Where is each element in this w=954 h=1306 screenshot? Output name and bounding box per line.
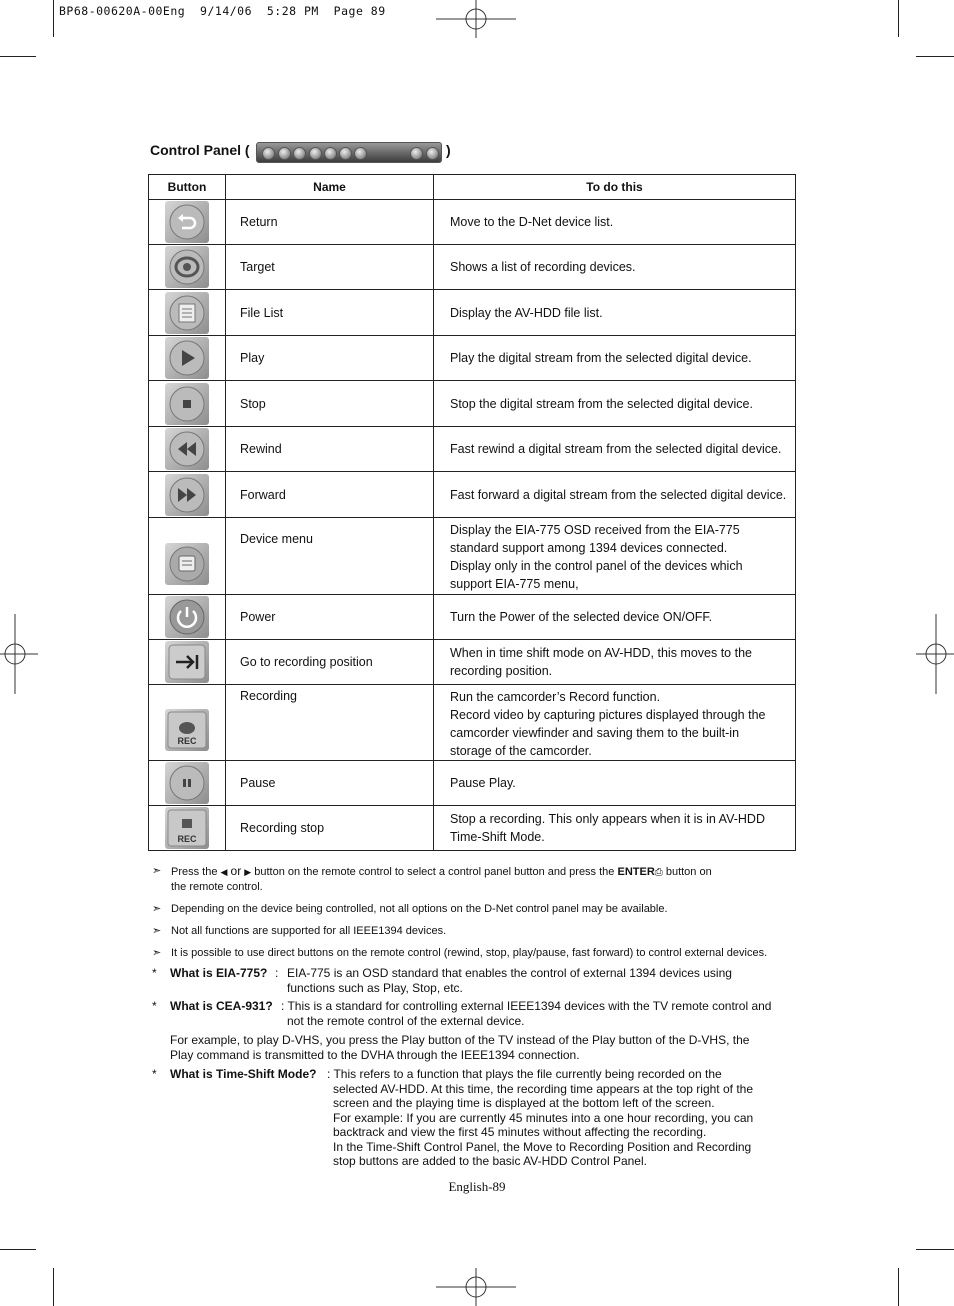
column-header-to-do-this: To do this — [434, 175, 796, 200]
stop-icon — [324, 147, 337, 160]
control-panel-title: Control Panel ( — [150, 142, 250, 158]
table-row — [149, 290, 796, 336]
play-icon — [309, 147, 322, 160]
print-slug: BP68-00620A-00Eng 9/14/06 5:28 PM Page 89 — [59, 4, 386, 18]
stop-icon — [165, 383, 209, 425]
column-header-name: Name — [226, 175, 434, 200]
definition-eia-775: * What is EIA-775? : EIA-775 is an OSD standard that enables the control of external 1394 devices using functions such as Play, Stop, etc. — [152, 966, 732, 995]
rewind-icon — [165, 428, 209, 470]
crop-mark — [898, 1268, 899, 1306]
power-icon — [426, 147, 439, 160]
row-name: Recording stop — [226, 806, 434, 851]
notes — [152, 864, 812, 968]
table-row — [149, 595, 796, 640]
forward-icon — [354, 147, 367, 160]
table-row — [149, 685, 796, 761]
table-row — [149, 472, 796, 518]
table-row — [149, 640, 796, 685]
crop-mark — [0, 1249, 36, 1250]
crop-mark — [916, 56, 954, 57]
registration-mark-bottom — [436, 1266, 516, 1306]
row-description: Turn the Power of the selected device ON/OFF. — [434, 595, 796, 640]
control-panel-table — [148, 174, 796, 851]
row-name: Return — [226, 200, 434, 245]
definitions — [152, 966, 812, 1169]
target-icon — [278, 147, 291, 160]
note-item: ➣ Press the ◀ or ▶ button on the remote control to select a control panel button and press the ENTER⎙ button on the remote control. — [152, 864, 712, 893]
pause-icon — [165, 762, 209, 804]
power-icon — [165, 596, 209, 638]
crop-mark — [53, 0, 54, 37]
row-description: When in time shift mode on AV-HDD, this moves to the recording position. — [434, 640, 796, 685]
right-arrow-icon: ▶ — [244, 867, 252, 877]
note-item: ➣ Not all functions are supported for all IEEE1394 devices. — [152, 925, 447, 937]
table-row — [149, 336, 796, 381]
note-item: ➣ Depending on the device being controlled, not all options on the D-Net control panel may be available. — [152, 903, 668, 915]
crop-mark — [53, 1268, 54, 1306]
row-description: Play the digital stream from the selected digital device. — [434, 336, 796, 381]
recording-icon — [165, 709, 209, 751]
definition-example: For example, to play D-VHS, you press the Play button of the TV instead of the Play button of the D-VHS, the Play command is transmitted to the DVHA through the IEEE1394 connection. — [170, 1033, 750, 1062]
table-header-row — [149, 175, 796, 200]
row-description: Shows a list of recording devices. — [434, 245, 796, 290]
recording-icon-label: REC — [177, 735, 197, 746]
recording-stop-icon — [165, 807, 209, 849]
column-header-button: Button — [149, 175, 226, 200]
row-description: Pause Play. — [434, 761, 796, 806]
device-menu-icon — [165, 543, 209, 585]
registration-mark-right — [914, 614, 954, 694]
table-row — [149, 200, 796, 245]
row-description: Stop a recording. This only appears when it is in AV-HDD Time-Shift Mode. — [434, 806, 796, 851]
row-name: Go to recording position — [226, 640, 434, 685]
row-name: Recording — [226, 685, 434, 761]
registration-mark-left — [0, 614, 40, 694]
arrow-bullet-icon: ➣ — [152, 865, 162, 877]
row-name: Device menu — [226, 518, 434, 595]
row-name: Stop — [226, 381, 434, 427]
device-menu-icon — [410, 147, 423, 160]
table-row — [149, 245, 796, 290]
return-icon — [165, 201, 209, 243]
table-row — [149, 427, 796, 472]
table-row — [149, 806, 796, 851]
go-to-recording-position-icon — [165, 641, 209, 683]
note-item: ➣ It is possible to use direct buttons on the remote control (rewind, stop, play/pause, fast forward) to control external devices. — [152, 947, 768, 959]
row-name: Pause — [226, 761, 434, 806]
row-description: Fast rewind a digital stream from the selected digital device. — [434, 427, 796, 472]
crop-mark — [916, 1249, 954, 1250]
left-arrow-icon: ◀ — [220, 867, 228, 877]
table-row — [149, 761, 796, 806]
row-description: Stop the digital stream from the selected digital device. — [434, 381, 796, 427]
play-icon — [165, 337, 209, 379]
row-description: Display the EIA-775 OSD received from the EIA-775 standard support among 1394 devices connected. Display only in the control panel of the devices which support EIA-775 menu, — [434, 518, 796, 595]
file-list-icon — [293, 147, 306, 160]
row-name: Power — [226, 595, 434, 640]
forward-icon — [165, 474, 209, 516]
row-name: Forward — [226, 472, 434, 518]
control-panel-bar-image — [256, 142, 442, 163]
table-row — [149, 381, 796, 427]
page-number: English-89 — [448, 1179, 506, 1194]
row-description: Display the AV-HDD file list. — [434, 290, 796, 336]
row-name: Rewind — [226, 427, 434, 472]
row-name: Play — [226, 336, 434, 381]
crop-mark — [898, 0, 899, 37]
row-description: Fast forward a digital stream from the selected digital device. — [434, 472, 796, 518]
file-list-icon — [165, 292, 209, 334]
registration-mark-top — [436, 0, 516, 40]
row-description: Run the camcorder’s Record function. Record video by capturing pictures displayed through the camcorder viewfinder and saving them to the built-in storage of the camcorder. — [434, 685, 796, 761]
table-row — [149, 518, 796, 595]
return-icon — [262, 147, 275, 160]
target-icon — [165, 246, 209, 288]
arrow-bullet-icon: ➣ — [152, 925, 162, 937]
definition-time-shift: * What is Time-Shift Mode? : This refers to a function that plays the file currently being recorded on the selected AV-HDD. At this time, the recording time appears at the top right of the screen and the playing time is displayed at the bottom left of the screen. For example: If you are currently 45 minutes into a one hour recording, you can backtrack and view the first 45 minutes without affecting the recording. In the Time-Shift Control Panel, the Move to Recording Position and Recording stop buttons are added to the basic AV-HDD Control Panel. — [152, 1067, 754, 1168]
enter-icon: ⎙ — [654, 867, 663, 878]
crop-mark — [0, 56, 36, 57]
rewind-icon — [339, 147, 352, 160]
control-panel-title-close: ) — [446, 142, 451, 158]
arrow-bullet-icon: ➣ — [152, 903, 162, 915]
row-name: File List — [226, 290, 434, 336]
row-name: Target — [226, 245, 434, 290]
row-description: Move to the D-Net device list. — [434, 200, 796, 245]
recording-stop-icon-label: REC — [177, 834, 197, 844]
definition-cea-931: * What is CEA-931? : This is a standard for controlling external IEEE1394 devices with the TV remote control and not the remote control of the external device. — [152, 999, 772, 1028]
arrow-bullet-icon: ➣ — [152, 947, 162, 959]
